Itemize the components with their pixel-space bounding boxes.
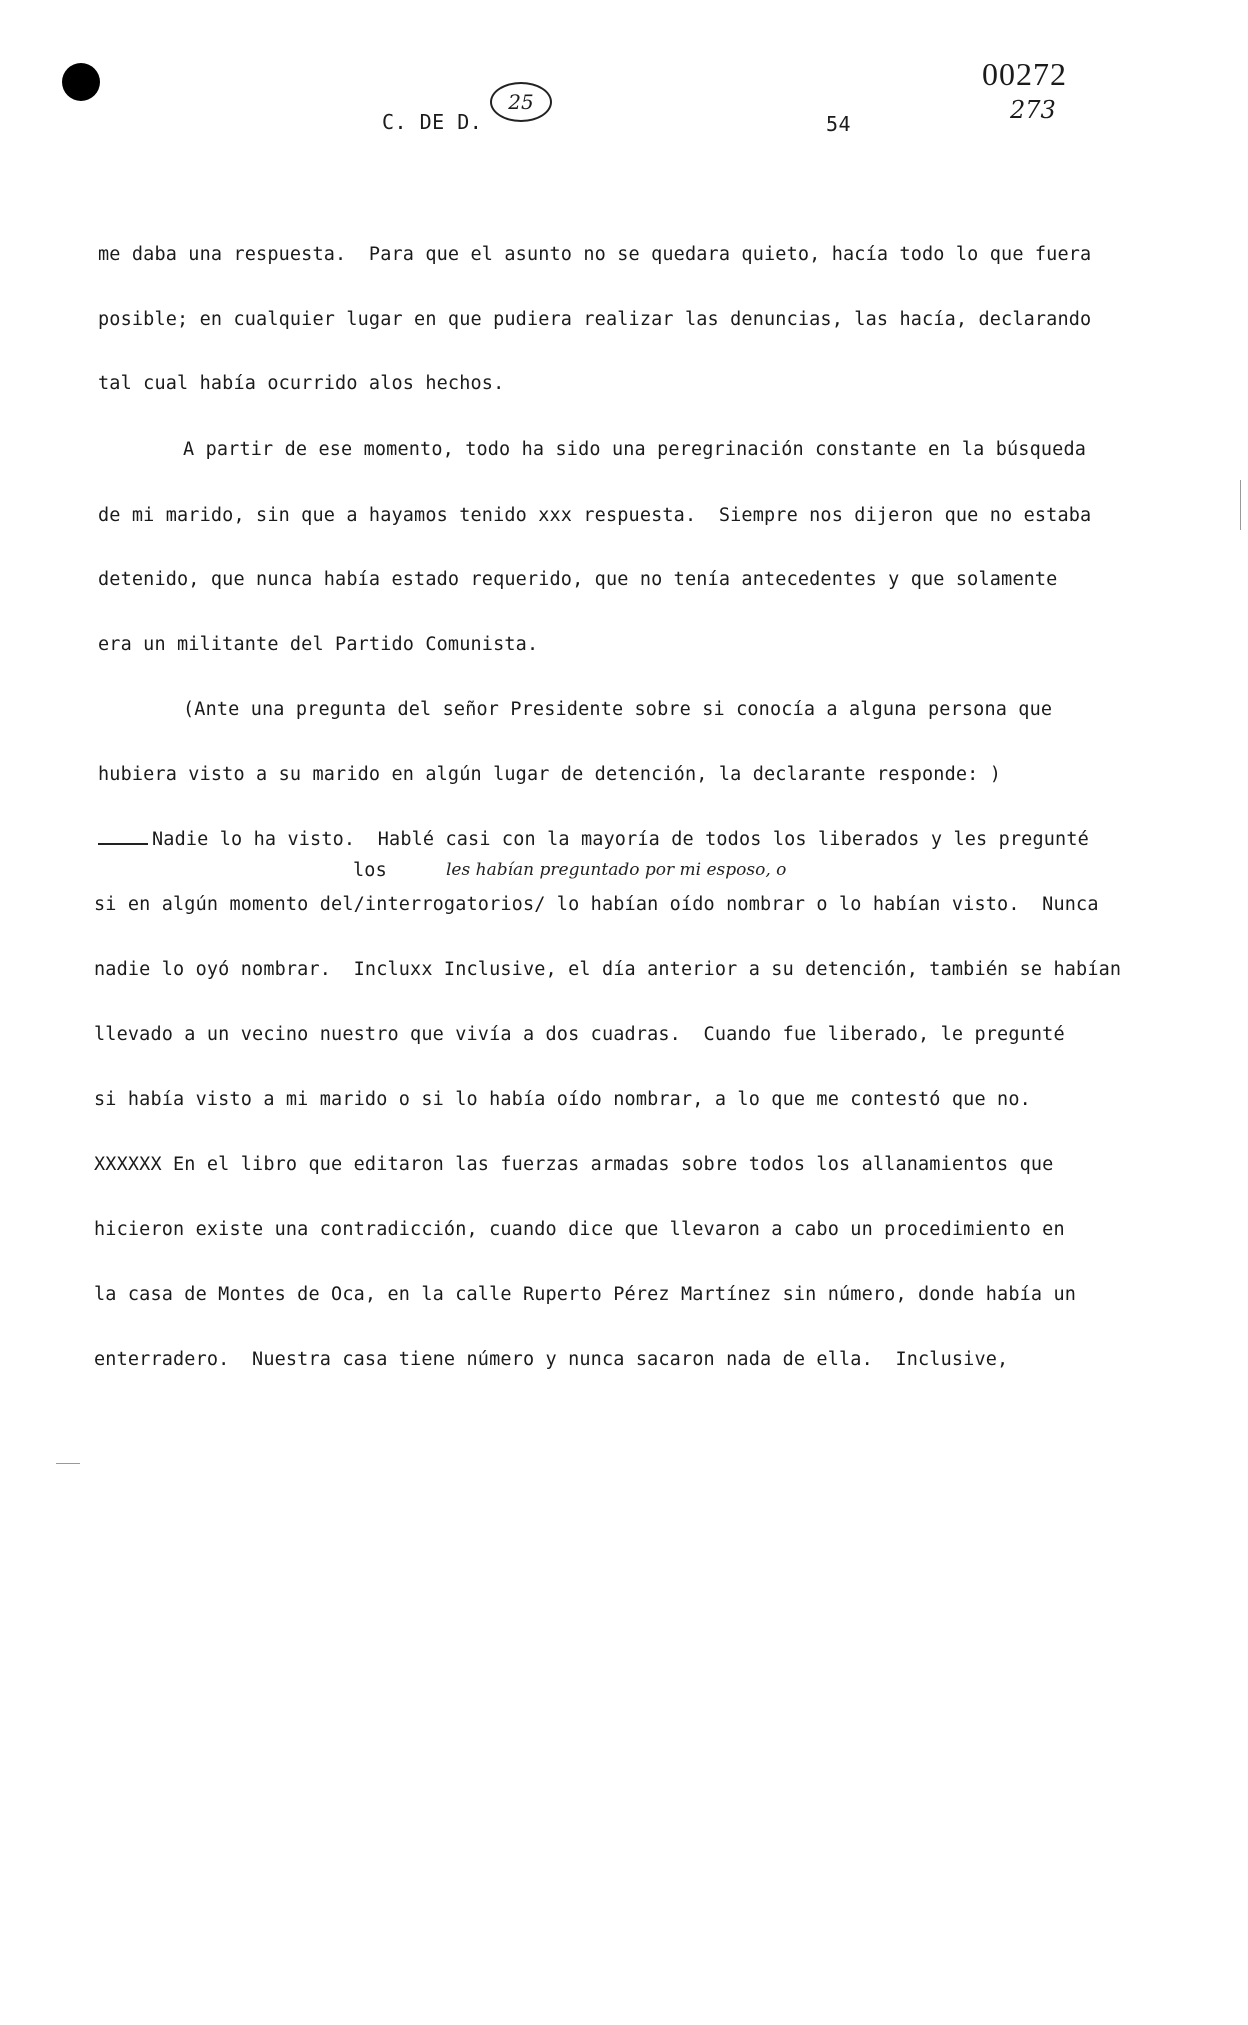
blank-underline [98,843,148,845]
body-line-18: enterradero. Nuestra casa tiene número y nunca sacaron nada de ella. Inclusive, [94,1349,1009,1370]
right-edge-scan-mark [1240,480,1241,530]
body-line-3: tal cual había ocurrido alos hechos. [98,373,505,394]
body-line-2: posible; en cualquier lugar en que pudiera realizar las denuncias, las hacía, declarando [98,309,1092,330]
body-line-7: era un militante del Partido Comunista. [98,634,539,655]
body-line-10 [98,829,1089,850]
handwritten-folio-number: 273 [1010,96,1056,124]
folio-stamp-number: 00272 [982,56,1067,92]
body-line-16: hicieron existe una contradicción, cuando dice que llevaron a cabo un procedimiento en [94,1219,1065,1240]
body-line-8: (Ante una pregunta del señor Presidente sobre si conocía a alguna persona que [183,699,1053,720]
circled-number: 25 [508,90,534,114]
body-line-4: A partir de ese momento, todo ha sido una peregrinación constante en la búsqueda [183,439,1087,460]
circled-number-stamp [490,82,552,122]
body-line-10-text: Nadie lo ha visto. Hablé casi con la mayoría de todos los liberados y les pregunté [152,829,1089,850]
body-line-17: la casa de Montes de Oca, en la calle Ruperto Pérez Martínez sin número, donde había un [94,1284,1077,1305]
body-line-12: nadie lo oyó nombrar. Incluxx Inclusive, el día anterior a su detención, también se habían [94,959,1122,980]
margin-scan-mark [56,1463,80,1464]
body-line-1: me daba una respuesta. Para que el asunto no se quedara quieto, hacía todo lo que fuera [98,244,1092,265]
body-line-13: llevado a un vecino nuestro que vivía a dos cuadras. Cuando fue liberado, le pregunté [94,1024,1065,1045]
body-line-9: hubiera visto a su marido en algún lugar de detención, la declarante responde: ) [98,764,1002,785]
body-line-6: detenido, que nunca había estado requerido, que no tenía antecedentes y que solamente [98,569,1058,590]
body-line-5: de mi marido, sin que a hayamos tenido xxx respuesta. Siempre nos dijeron que no estaba [98,505,1092,526]
punch-hole-dot [62,63,100,101]
handwritten-insertion: les habían preguntado por mi esposo, o [446,860,787,880]
insert-typed-word: los [353,860,387,881]
header-left-label: C. DE D. [382,110,483,134]
page-number: 54 [826,112,852,136]
body-line-14: si había visto a mi marido o si lo había oído nombrar, a lo que me contestó que no. [94,1089,1031,1110]
body-line-11: si en algún momento del/interrogatorios/ lo habían oído nombrar o lo habían visto. Nunca [94,894,1099,915]
body-line-15: XXXXXX En el libro que editaron las fuerzas armadas sobre todos los allanamientos que [94,1154,1054,1175]
